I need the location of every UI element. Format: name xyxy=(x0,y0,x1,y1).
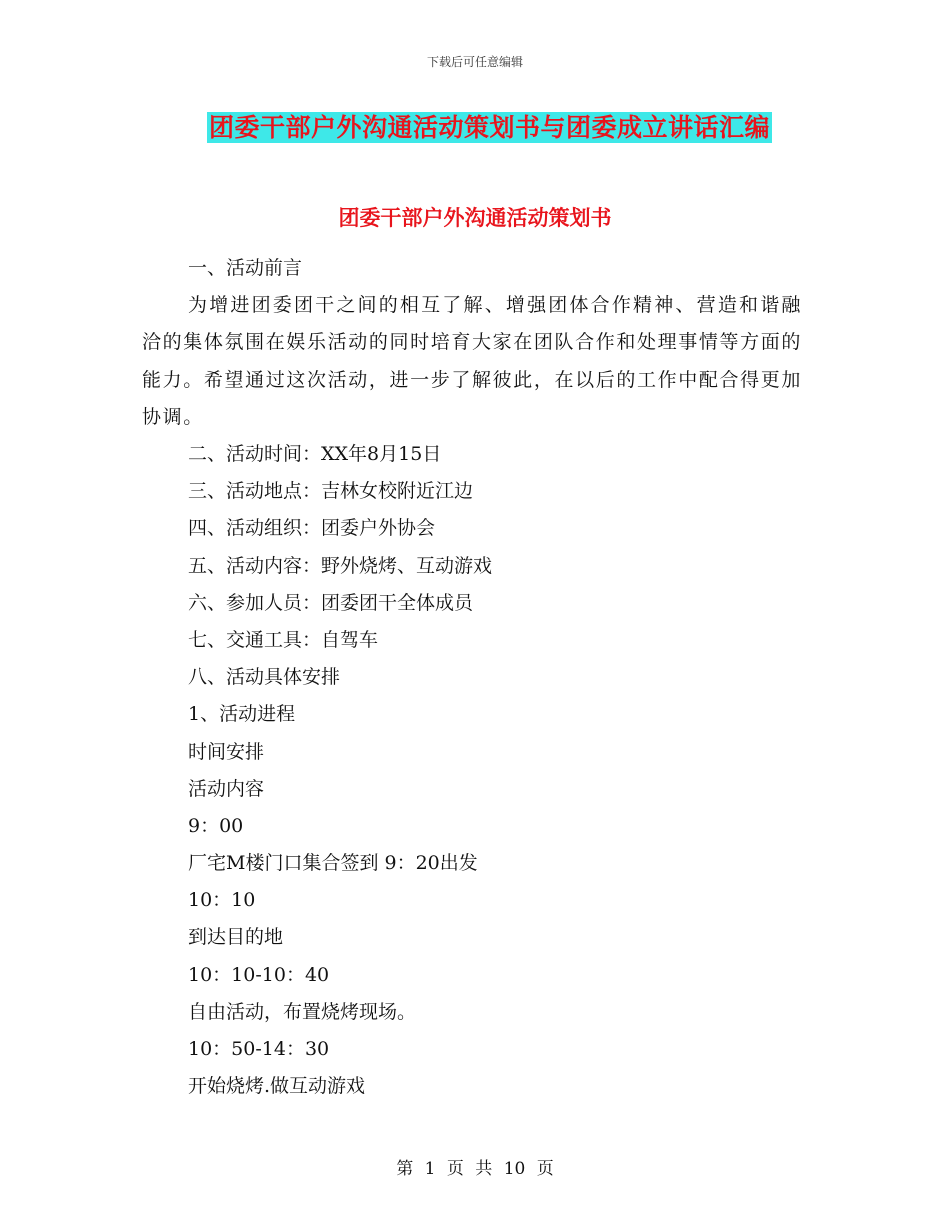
document-body xyxy=(142,250,802,1105)
schedule-activity: 厂宅M楼门口集合签到 9：20出发 xyxy=(188,852,478,875)
page-footer: 第 1 页 共 10 页 xyxy=(396,1159,554,1179)
schedule-activity: 开始烧烤.做互动游戏 xyxy=(188,1075,366,1098)
preface-heading: 一、活动前言 xyxy=(188,257,303,279)
schedule-time: 9：00 xyxy=(188,814,244,837)
item-organizer: 四、活动组织：团委户外协会 xyxy=(188,517,436,540)
schedule-time-label: 时间安排 xyxy=(188,740,265,763)
section-title: 团委干部户外沟通活动策划书 xyxy=(338,205,612,230)
preface-paragraph: 为增进团委团干之间的相互了解、增强团体合作精神、营造和谐融洽的集体氛围在娱乐活动的同时培育大家在团队合作和处理事情等方面的能力。希望通过这次活动，进一步了解彼此，在以后的工作中配合得更加协调。 xyxy=(142,294,802,428)
item-schedule-heading: 八、活动具体安排 xyxy=(188,666,341,689)
header-note: 下载后可任意编辑 xyxy=(426,55,523,69)
item-content: 五、活动内容：野外烧烤、互动游戏 xyxy=(188,554,493,577)
schedule-activity: 自由活动，布置烧烤现场。 xyxy=(188,1000,417,1023)
item-transport: 七、交通工具：自驾车 xyxy=(188,628,379,651)
schedule-time: 10：10 xyxy=(188,889,256,912)
schedule-time: 10：50-14：30 xyxy=(188,1038,330,1060)
item-time: 二、活动时间：XX年8月15日 xyxy=(188,443,442,465)
item-participants: 六、参加人员：团委团干全体成员 xyxy=(188,591,474,614)
schedule-content-label: 活动内容 xyxy=(188,777,265,800)
schedule-time: 10：10-10：40 xyxy=(188,963,330,986)
item-progress-heading: 1、活动进程 xyxy=(188,703,296,726)
item-location: 三、活动地点：吉林女校附近江边 xyxy=(188,480,474,503)
document-main-title: 团委干部户外沟通活动策划书与团委成立讲话汇编 xyxy=(209,113,771,142)
schedule-activity: 到达目的地 xyxy=(188,926,284,949)
